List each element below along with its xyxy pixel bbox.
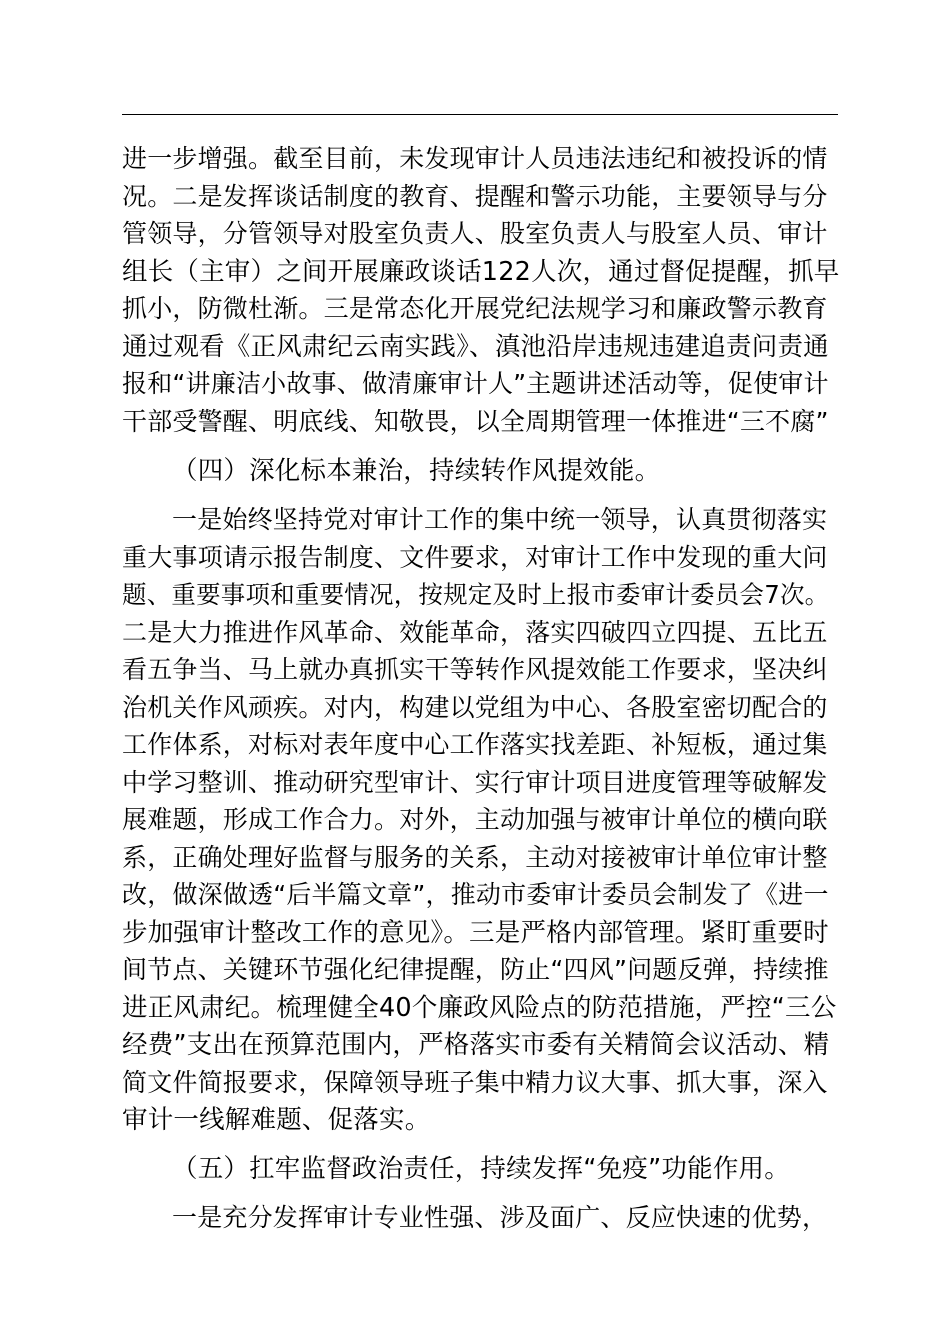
header-rule [122,114,838,115]
body-line: 治机关作风顽疾。对内，构建以党组为中心、各股室密切配合的 [122,693,828,722]
body-line: 况。二是发挥谈话制度的教育、提醒和警示功能，主要领导与分 [122,182,828,211]
body-line: 看五争当、马上就办真抓实干等转作风提效能工作要求，坚决纠 [122,655,828,684]
body-line: 管领导，分管领导对股室负责人、股室负责人与股室人员、审计 [122,219,828,248]
body-line: 干部受警醒、明底线、知敬畏，以全周期管理一体推进“三不腐” [122,407,829,436]
body-line: 进一步增强。截至目前，未发现审计人员违法违纪和被投诉的情 [122,144,828,173]
body-line: 二是大力推进作风革命、效能革命，落实四破四立四提、五比五 [122,618,828,647]
body-line: 一是充分发挥审计专业性强、涉及面广、反应快速的优势， [172,1203,828,1232]
body-line: 通过观看《正风肃纪云南实践》、滇池沿岸违规违建追责问责通 [122,332,829,362]
body-line: 工作体系，对标对表年度中心工作落实找差距、补短板，通过集 [122,730,828,759]
body-line: 间节点、关键环节强化纪律提醒，防止“四风”问题反弹，持续推 [122,955,829,984]
body-line: 题、重要事项和重要情况，按规定及时上报市委审计委员会7次。 [122,580,830,609]
body-line: 组长（主审）之间开展廉政谈话122人次，通过督促提醒，抓早 [122,257,840,287]
body-line: 报和“讲廉洁小故事、做清廉审计人”主题讲述活动等，促使审计 [122,369,829,398]
body-line: 抓小，防微杜渐。三是常态化开展党纪法规学习和廉政警示教育 [122,294,828,323]
body-line: 重大事项请示报告制度、文件要求，对审计工作中发现的重大问 [122,543,828,572]
body-line: 系，正确处理好监督与服务的关系，主动对接被审计单位审计整 [122,843,828,872]
body-line: 步加强审计整改工作的意见》。三是严格内部管理。紧盯重要时 [122,918,829,948]
body-line: 展难题，形成工作合力。对外，主动加强与被审计单位的横向联 [122,805,828,834]
body-line: 中学习整训、推动研究型审计、实行审计项目进度管理等破解发 [122,768,828,797]
body-line: 改，做深做透“后半篇文章”，推动市委审计委员会制发了《进一 [122,880,829,909]
body-line: 审计一线解难题、促落实。 [122,1105,431,1135]
body-line: 简文件简报要求，保障领导班子集中精力议大事、抓大事，深入 [122,1068,828,1097]
body-line: 经费”支出在预算范围内，严格落实市委有关精简会议活动、精 [122,1030,830,1060]
section-heading-5: （五）扛牢监督政治责任，持续发挥“免疫”功能作用。 [172,1154,790,1184]
body-line: 进正风肃纪。梳理健全40个廉政风险点的防范措施，严控“三公 [122,993,837,1023]
section-heading-4: （四）深化标本兼治，持续转作风提效能。 [172,456,661,486]
body-line: 一是始终坚持党对审计工作的集中统一领导，认真贯彻落实 [172,505,828,534]
